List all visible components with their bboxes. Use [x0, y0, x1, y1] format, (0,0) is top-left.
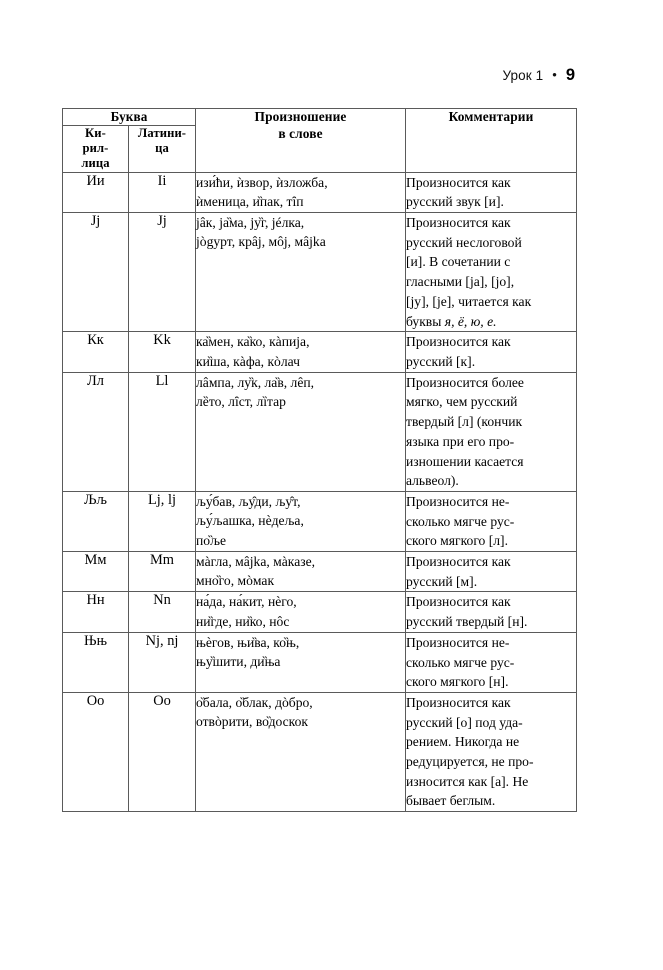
header-cyrillic-line1: Ки-	[85, 125, 106, 140]
header-latin	[129, 125, 196, 172]
table-row	[63, 552, 577, 592]
comment-line: альвеол).	[406, 473, 459, 489]
words-line: по̏ље	[196, 532, 226, 548]
cell-latin: Nj, nj	[129, 632, 196, 692]
comment-line: Произносится как	[406, 174, 511, 190]
alphabet-table	[62, 108, 577, 812]
comment-line: мягко, чем русский	[406, 394, 518, 410]
comment-line: Произносится как	[406, 334, 511, 350]
cell-words	[196, 632, 406, 692]
header-cyrillic-line3: лица	[81, 156, 110, 171]
table-row	[63, 632, 577, 692]
header-pronunciation	[196, 109, 406, 173]
comment-line: Произносится более	[406, 374, 524, 390]
comment-line: русский неслоговой	[406, 234, 522, 250]
words-line: ки̏ша, кàфа, кòлач	[196, 353, 300, 369]
cell-latin: Nn	[129, 592, 196, 632]
table-row	[63, 172, 577, 212]
table-row	[63, 592, 577, 632]
comment-line: сколько мягче рус-	[406, 654, 515, 670]
words-line: ни̏где, ни̏ко, нôс	[196, 613, 290, 629]
words-line: о̏бала, о̏блак, дòбро,	[196, 694, 313, 710]
cell-cyrillic: Мм	[63, 552, 129, 592]
comment-line: Произносится как	[406, 215, 511, 231]
cell-latin: Ii	[129, 172, 196, 212]
header-latin-line2: ца	[155, 140, 169, 155]
comment-line: бывает беглым.	[406, 793, 496, 809]
words-line: на́да, на́кит, нѐго,	[196, 594, 297, 610]
comment-line: русский [к].	[406, 353, 476, 369]
cell-latin: Jj	[129, 213, 196, 332]
comment-line-with-italic	[406, 312, 576, 332]
cell-latin: Lj, lj	[129, 491, 196, 551]
header-pronunciation-line1: Произношение	[254, 109, 347, 124]
cell-words	[196, 372, 406, 491]
cell-latin: Ll	[129, 372, 196, 491]
comment-line: русский твердый [н].	[406, 614, 528, 630]
words-line: мàгла, мâjka, мàказе,	[196, 554, 316, 570]
alphabet-table-container	[62, 108, 576, 812]
cell-words	[196, 692, 406, 811]
cell-comment	[406, 491, 577, 551]
cell-comment	[406, 692, 577, 811]
words-line: љу́љашка, нѐдеља,	[196, 513, 304, 529]
comment-line: изношении касается	[406, 453, 524, 469]
words-line: отвòрити, во̏доскок	[196, 714, 308, 730]
cell-latin: Oo	[129, 692, 196, 811]
words-line: ка̏мен, ка̏ко, кàпија,	[196, 334, 310, 350]
comment-line: [jy], [je], читается как	[406, 293, 532, 309]
cell-words	[196, 332, 406, 372]
table-row	[63, 332, 577, 372]
page-number: 9	[565, 66, 575, 84]
cell-cyrillic: Љљ	[63, 491, 129, 551]
comment-line: ского мягкого [н].	[406, 674, 509, 690]
bullet-separator-icon: •	[552, 67, 557, 82]
header-cyrillic	[63, 125, 129, 172]
running-header	[502, 66, 575, 85]
comment-line: твердый [л] (кончик	[406, 414, 523, 430]
comment-line: износится как [а]. Не	[406, 773, 529, 789]
header-cyrillic-line2: рил-	[82, 140, 109, 155]
comment-line: редуцируется, не про-	[406, 754, 534, 770]
comment-line: русский [о] под уда-	[406, 714, 523, 730]
words-line: изи́ћи, ѝзвор, ѝзложба,	[196, 174, 328, 190]
cell-words	[196, 491, 406, 551]
cell-words	[196, 172, 406, 212]
comment-line: Произносится не-	[406, 493, 510, 509]
comment-line: [и]. В сочетании с	[406, 254, 511, 270]
cell-cyrillic: Оо	[63, 692, 129, 811]
cell-comment	[406, 592, 577, 632]
words-line: љу́бав, љу̂ди, љу̂т,	[196, 493, 301, 509]
cell-cyrillic: Кк	[63, 332, 129, 372]
comment-line: Произносится как	[406, 554, 511, 570]
words-line: лâмпа, лу̏к, ла̏в, лêп,	[196, 374, 315, 390]
cell-cyrillic: Нн	[63, 592, 129, 632]
header-pronunciation-line2: в слове	[278, 125, 323, 141]
cell-cyrillic: Лл	[63, 372, 129, 491]
words-line: jògурт, крâj, мôj, мâjka	[196, 234, 326, 250]
comment-line-prefix: буквы	[406, 313, 445, 329]
comment-line: ского мягкого [л].	[406, 533, 508, 549]
table-row	[63, 372, 577, 491]
words-line: ѝменица, и̏пак, тȋп	[196, 193, 304, 209]
lesson-label: Урок 1	[502, 68, 544, 83]
header-comments: Комментарии	[406, 109, 577, 173]
cell-comment	[406, 372, 577, 491]
comment-line: русский звук [и].	[406, 194, 504, 210]
cell-words	[196, 592, 406, 632]
cell-latin: Kk	[129, 332, 196, 372]
cell-words	[196, 213, 406, 332]
cell-latin: Mm	[129, 552, 196, 592]
header-latin-line1: Латини-	[137, 125, 187, 140]
comment-line: языка при его про-	[406, 433, 515, 449]
comment-line: Произносится не-	[406, 634, 510, 650]
cell-comment	[406, 172, 577, 212]
words-line: мно̏го, мòмак	[196, 573, 275, 589]
comment-line: русский [м].	[406, 573, 478, 589]
words-line: њу̏шити, ди̏ња	[196, 654, 281, 670]
cell-comment	[406, 552, 577, 592]
comment-line: гласными [ja], [jo],	[406, 274, 515, 290]
header-bukva: Буква	[63, 109, 196, 126]
cell-words	[196, 552, 406, 592]
comment-line: рением. Никогда не	[406, 734, 520, 750]
comment-line: сколько мягче рус-	[406, 513, 515, 529]
cell-cyrillic: Jj	[63, 213, 129, 332]
cell-cyrillic: Њњ	[63, 632, 129, 692]
words-line: њѐгов, њи̏ва, ко̏њ,	[196, 634, 300, 650]
words-line: jâк, jа̏ма, jу̏г, jéлка,	[196, 215, 305, 231]
cell-comment	[406, 213, 577, 332]
table-header-row-group	[63, 109, 577, 126]
comment-italic-letters: я, ё, ю, е.	[444, 313, 497, 329]
table-row	[63, 213, 577, 332]
comment-line: Произносится как	[406, 594, 511, 610]
comment-line: Произносится как	[406, 694, 511, 710]
cell-cyrillic: Ии	[63, 172, 129, 212]
words-line: лȅто, лȋст, лȉтар	[196, 393, 286, 409]
cell-comment	[406, 632, 577, 692]
cell-comment	[406, 332, 577, 372]
table-row	[63, 692, 577, 811]
table-row	[63, 491, 577, 551]
